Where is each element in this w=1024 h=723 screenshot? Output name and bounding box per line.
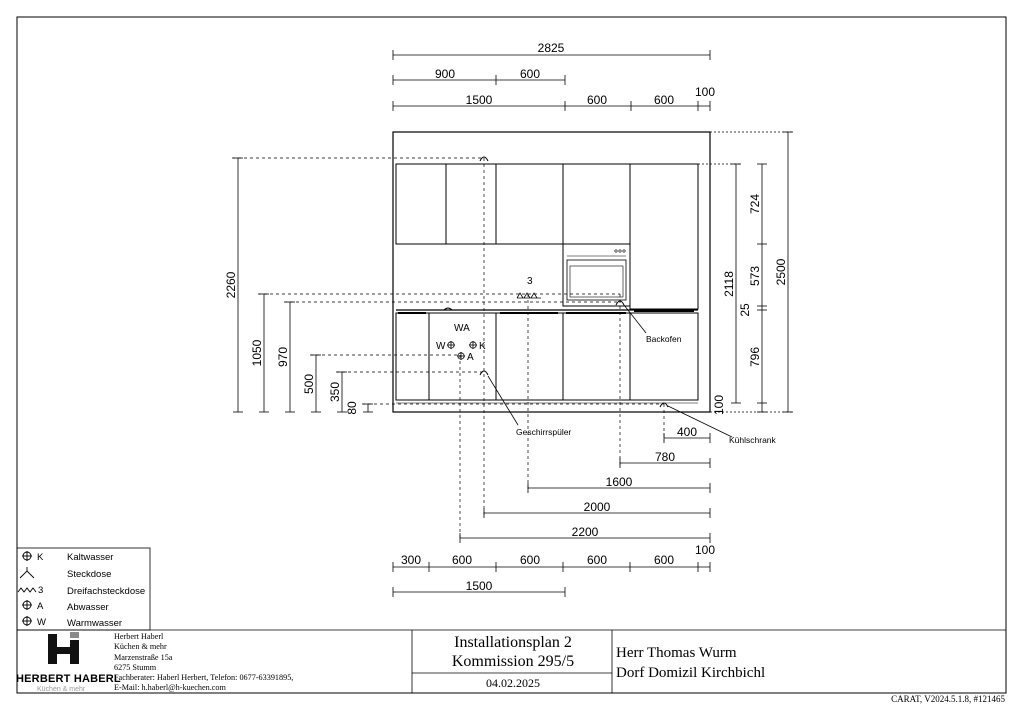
legend-symbol-w: W xyxy=(37,617,46,628)
waste-water-symbol xyxy=(457,352,465,360)
company-line-2: Küchen & mehr xyxy=(114,642,167,652)
dim-right-796: 796 xyxy=(748,346,762,368)
company-address xyxy=(114,632,293,694)
software-version: CARAT, V2024.5.1.8, #121465 xyxy=(891,694,1005,704)
dim-bottom-300: 300 xyxy=(400,553,422,567)
label-kuehlschrank: Kühlschrank xyxy=(729,435,776,445)
plan-date: 04.02.2025 xyxy=(486,676,540,690)
kitchen-elevation xyxy=(393,132,710,412)
connection-markers xyxy=(480,157,668,407)
company-logo xyxy=(48,632,79,664)
dim-bottom-2200: 2200 xyxy=(571,525,599,539)
dim-bottom-100: 100 xyxy=(694,543,716,557)
label-wa: WA xyxy=(454,323,470,334)
warm-water-symbol xyxy=(447,341,455,349)
company-line-4: 6275 Stumm xyxy=(114,662,157,672)
dim-top-total: 2825 xyxy=(537,41,565,55)
dim-bottom-600c: 600 xyxy=(586,553,608,567)
dim-top-900: 900 xyxy=(434,67,456,81)
label-w: W xyxy=(436,341,446,352)
label-backofen: Backofen xyxy=(646,334,682,344)
dim-bottom-2000: 2000 xyxy=(583,500,611,514)
label-socket-count: 3 xyxy=(527,276,533,287)
dim-right-573: 573 xyxy=(748,265,762,287)
client-name: Herr Thomas Wurm xyxy=(616,645,737,661)
left-dimensions xyxy=(233,158,373,412)
dim-right-100: 100 xyxy=(712,394,726,416)
dim-top-600c: 600 xyxy=(653,93,675,107)
dim-right-2500: 2500 xyxy=(774,258,788,286)
dim-left-350: 350 xyxy=(328,381,342,403)
dim-bottom-600a: 600 xyxy=(451,553,473,567)
dim-right-25: 25 xyxy=(738,303,752,317)
dim-bottom-1500: 1500 xyxy=(465,579,493,593)
company-line-5: Fachberater: Haberl Herbert, Telefon: 0677-63391895, xyxy=(114,673,294,683)
logo-tagline: Küchen & mehr xyxy=(37,686,86,693)
dim-left-500: 500 xyxy=(302,373,316,395)
reference-lines xyxy=(232,158,664,541)
legend-symbols xyxy=(18,551,36,626)
client-block xyxy=(616,643,765,683)
client-address: Dorf Domizil Kirchbichl xyxy=(616,665,766,681)
dim-bottom-600d: 600 xyxy=(653,553,675,567)
legend-label-abwasser: Abwasser xyxy=(67,602,109,613)
plan-title-block xyxy=(414,633,612,671)
legend-label-steckdose: Steckdose xyxy=(67,569,112,580)
legend-symbol-k: K xyxy=(37,552,44,563)
dim-top-600b: 600 xyxy=(586,93,608,107)
company-line-6: E-Mail: h.haberl@h-kuechen.com xyxy=(114,683,226,693)
dim-bottom-1600: 1600 xyxy=(605,475,633,489)
plan-commission: Kommission 295/5 xyxy=(451,653,575,670)
dim-left-80: 80 xyxy=(345,401,359,415)
leader-lines xyxy=(488,305,732,437)
plan-title: Installationsplan 2 xyxy=(454,634,572,651)
legend-label-warmwasser: Warmwasser xyxy=(67,618,123,629)
cold-water-symbol xyxy=(469,341,477,349)
dim-right-724: 724 xyxy=(748,193,762,215)
legend-symbol-a: A xyxy=(37,601,44,612)
label-a: A xyxy=(467,352,474,363)
legend-label-dreifachsteckdose: Dreifachsteckdose xyxy=(67,586,146,597)
dim-bottom-780: 780 xyxy=(654,450,676,464)
dim-top-600a: 600 xyxy=(519,67,541,81)
dim-left-1050: 1050 xyxy=(250,339,264,367)
legend-symbol-3: 3 xyxy=(38,585,44,596)
dim-left-2260: 2260 xyxy=(224,271,238,299)
company-line-3: Marzenstraße 15a xyxy=(114,652,173,662)
dim-left-970: 970 xyxy=(276,346,290,368)
legend-label-kaltwasser: Kaltwasser xyxy=(67,552,114,563)
dim-bottom-400: 400 xyxy=(676,425,698,439)
dim-top-1500: 1500 xyxy=(465,93,493,107)
dim-top-100: 100 xyxy=(694,85,716,99)
company-line-1: Herbert Haberl xyxy=(114,632,164,641)
logo-company-name: HERBERT HABERL xyxy=(16,673,121,685)
label-geschirrspueler: Geschirrspüler xyxy=(516,427,572,437)
dim-right-2118: 2118 xyxy=(722,271,736,297)
label-k: K xyxy=(479,341,486,352)
dim-bottom-600b: 600 xyxy=(519,553,541,567)
